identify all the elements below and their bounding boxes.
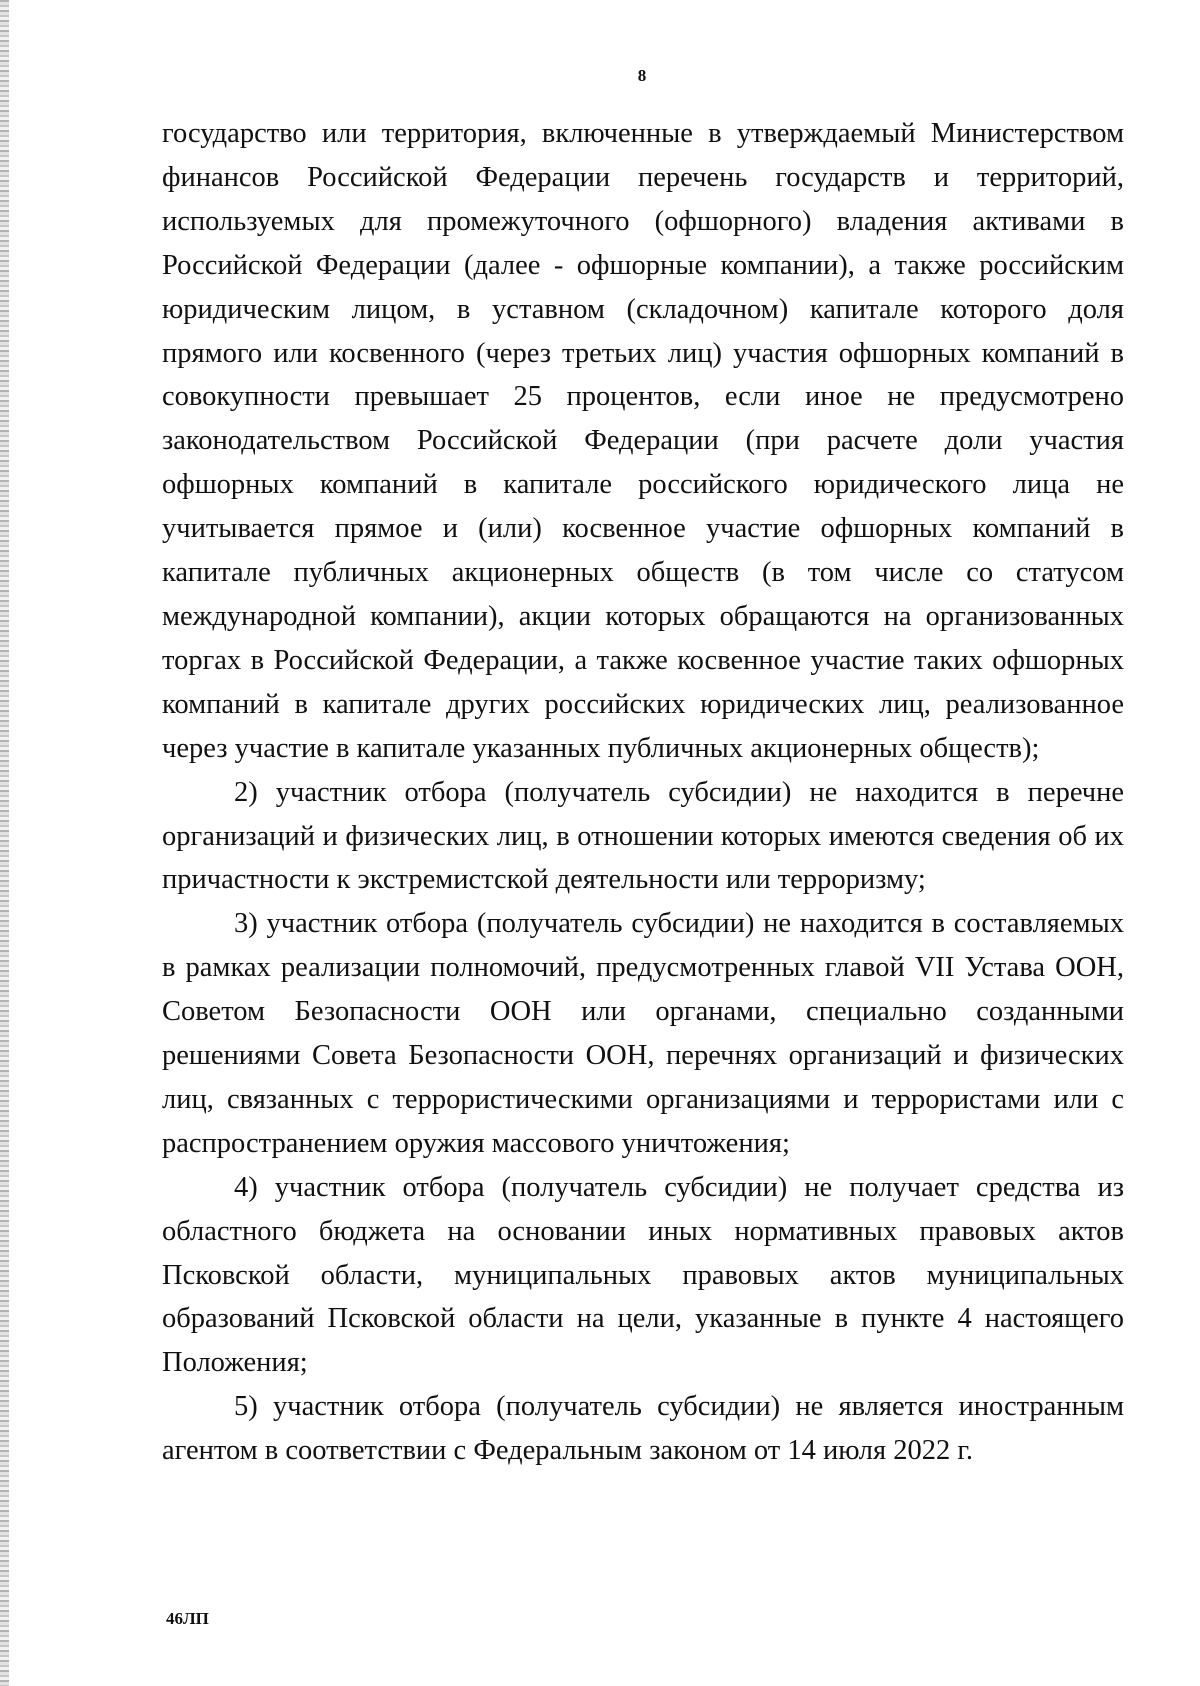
paragraph-item-5: 5) участник отбора (получатель субсидии) не является иностранным агентом в соответствии с Федеральным законом от 14 июля 2022 г. <box>162 1391 1124 1467</box>
document-body <box>162 112 1124 1473</box>
paragraph-offshore-continuation: государство или территория, включенные в утверждаемый Министерством финансов Российской Федерации перечень государств и территорий, используемых для промежуточного (офшорного) владения активами в Российской Федерации (далее - офшорные компании), а также российским юридическим лицом, в уставном (складочном) капитале которого доля прямого или косвенного (через третьих лиц) участия офшорных компаний в совокупности превышает 25 процентов, если иное не предусмотрено законодательством Российской Федерации (при расчете доли участия офшорных компаний в капитале российского юридического лица не учитывается прямое и (или) косвенное участие офшорных компаний в капитале публичных акционерных обществ (в том числе со статусом международной компании), акции которых обращаются на организованных торгах в Российской Федерации, а также косвенное участие таких офшорных компаний в капитале других российских юридических лиц, реализованное через участие в капитале указанных публичных акционерных обществ); <box>162 118 1124 764</box>
paragraph-item-2: 2) участник отбора (получатель субсидии) не находится в перечне организаций и физических лиц, в отношении которых имеются сведения об их причастности к экстремистской деятельности или терроризму; <box>162 776 1124 896</box>
document-footer-code: 46ЛП <box>166 1609 209 1628</box>
scan-edge-artifact <box>0 0 9 1686</box>
page-number: 8 <box>637 66 647 85</box>
paragraph-item-4: 4) участник отбора (получатель субсидии) не получает средства из областного бюджета на основании иных нормативных правовых актов Псковской области, муниципальных правовых актов муниципальных образований Псковской области на цели, указанные в пункте 4 настоящего Положения; <box>162 1171 1124 1379</box>
paragraph-item-3: 3) участник отбора (получатель субсидии) не находится в составляемых в рамках реализации полномочий, предусмотренных главой VII Устава ООН, Советом Безопасности ООН или органами, специально созданными решениями Совета Безопасности ООН, перечнях организаций и физических лиц, связанных с террористическими организациями и террористами или с распространением оружия массового уничтожения; <box>162 908 1124 1159</box>
